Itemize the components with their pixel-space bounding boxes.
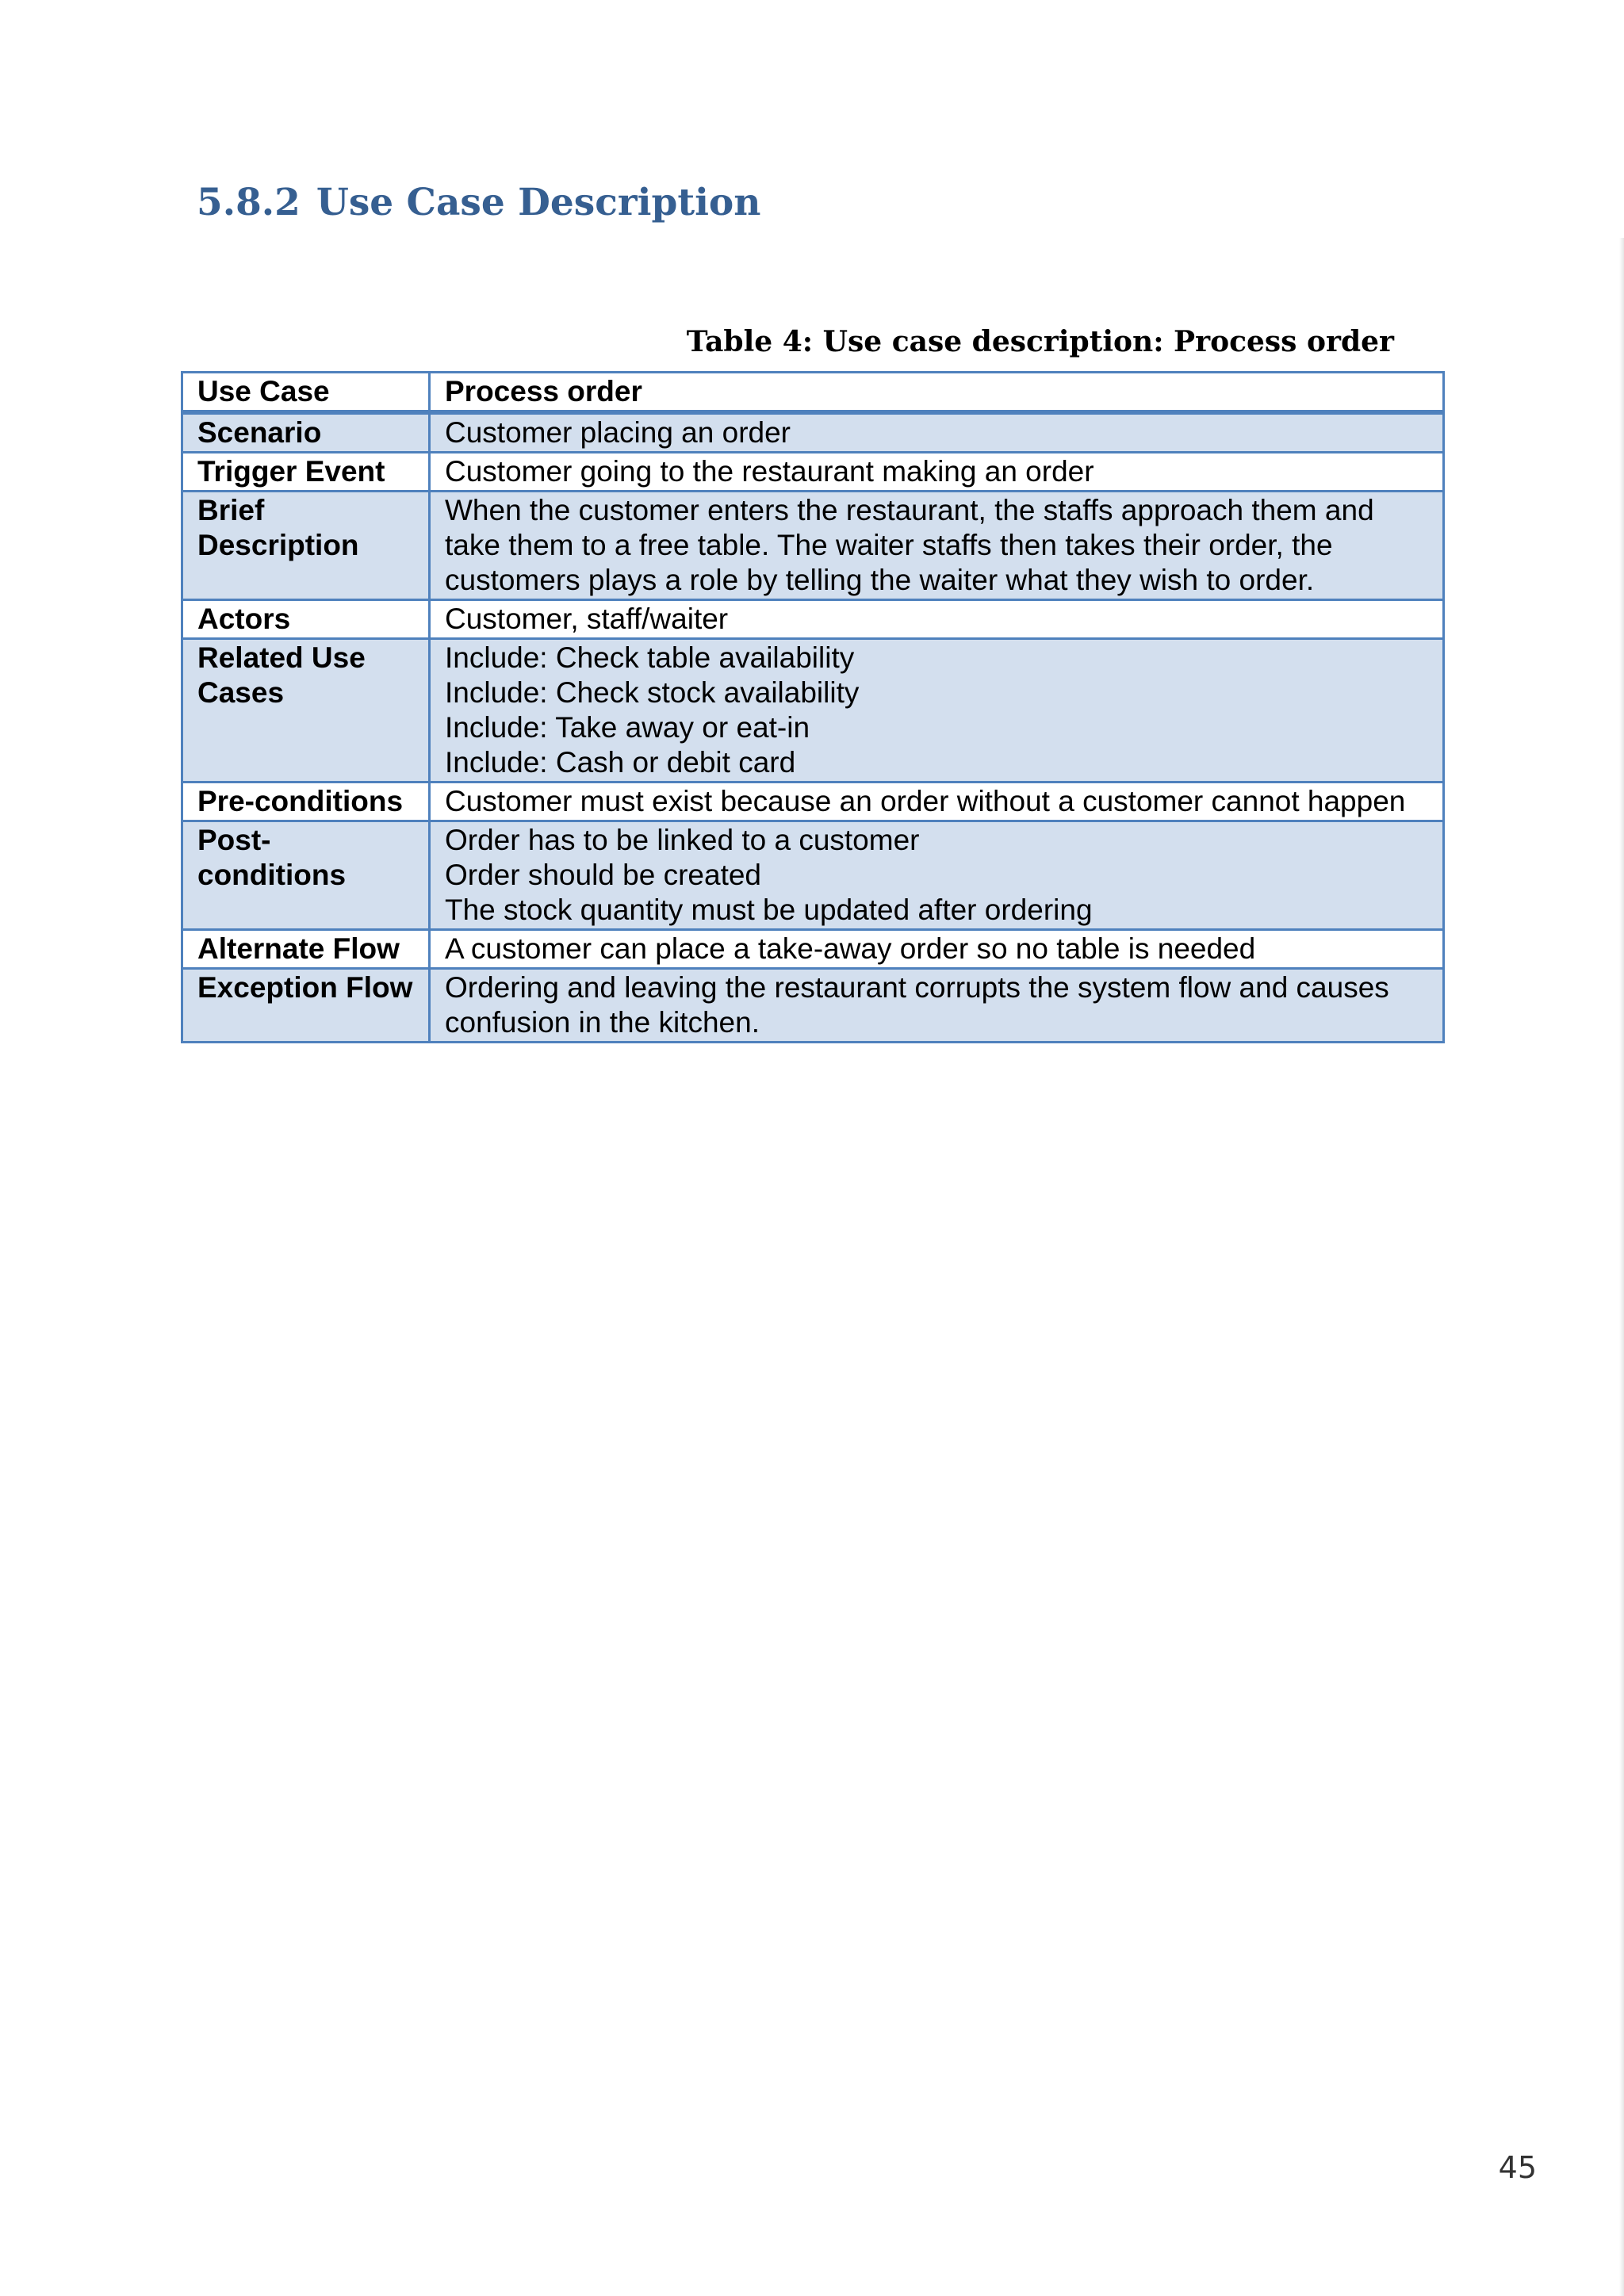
value-line: A customer can place a take-away order so no table is needed (445, 932, 1256, 965)
value-line: Include: Cash or debit card (445, 746, 796, 779)
table-row (182, 639, 1444, 783)
page-edge-shadow (1619, 238, 1624, 2296)
row-label: Post-conditions (182, 821, 430, 930)
value-line: Include: Check table availability (445, 641, 855, 674)
row-label: Related Use Cases (182, 639, 430, 783)
row-label: Use Case (182, 373, 430, 413)
value-line: The stock quantity must be updated after ordering (445, 894, 1093, 926)
table-row (182, 412, 1444, 453)
row-label: Actors (182, 600, 430, 639)
section-number: 5.8.2 (197, 181, 301, 224)
section-title: Use Case Description (316, 181, 761, 224)
value-line: Customer placing an order (445, 416, 791, 449)
row-value (430, 821, 1444, 930)
value-line: Order should be created (445, 859, 762, 891)
row-value (430, 783, 1444, 821)
row-value (430, 930, 1444, 969)
row-value (430, 639, 1444, 783)
table-caption: Table 4: Use case description: Process order (686, 325, 1394, 358)
row-value (430, 969, 1444, 1043)
value-line: Customer going to the restaurant making an order (445, 455, 1094, 488)
table-row (182, 969, 1444, 1043)
value-line: Customer, staff/waiter (445, 603, 729, 635)
row-label: Scenario (182, 412, 430, 453)
value-line: Include: Check stock availability (445, 676, 860, 709)
value-line: When the customer enters the restaurant, the staffs approach them and take them to a free table. The waiter staffs then takes their order, the customers plays a role by telling the waiter what they wish to order. (445, 494, 1374, 596)
value-line: Order has to be linked to a customer (445, 824, 920, 856)
value-line: Include: Take away or eat-in (445, 711, 810, 744)
table-row (182, 492, 1444, 600)
value-line: Process order (445, 375, 642, 408)
row-label: Alternate Flow (182, 930, 430, 969)
table-row (182, 930, 1444, 969)
value-line: Customer must exist because an order without a customer cannot happen (445, 785, 1406, 817)
row-label: Trigger Event (182, 453, 430, 492)
table-row (182, 783, 1444, 821)
table-row (182, 373, 1444, 413)
table-row (182, 821, 1444, 930)
row-value (430, 492, 1444, 600)
row-value (430, 373, 1444, 413)
value-line: Ordering and leaving the restaurant corrupts the system flow and causes confusion in the kitchen. (445, 971, 1389, 1039)
row-label: Brief Description (182, 492, 430, 600)
row-label: Exception Flow (182, 969, 430, 1043)
row-label: Pre-conditions (182, 783, 430, 821)
row-value (430, 453, 1444, 492)
row-value (430, 600, 1444, 639)
row-value (430, 412, 1444, 453)
section-heading (197, 181, 760, 224)
table-row (182, 600, 1444, 639)
page-number: 45 (1498, 2150, 1537, 2185)
table-row (182, 453, 1444, 492)
use-case-table (181, 371, 1445, 1043)
